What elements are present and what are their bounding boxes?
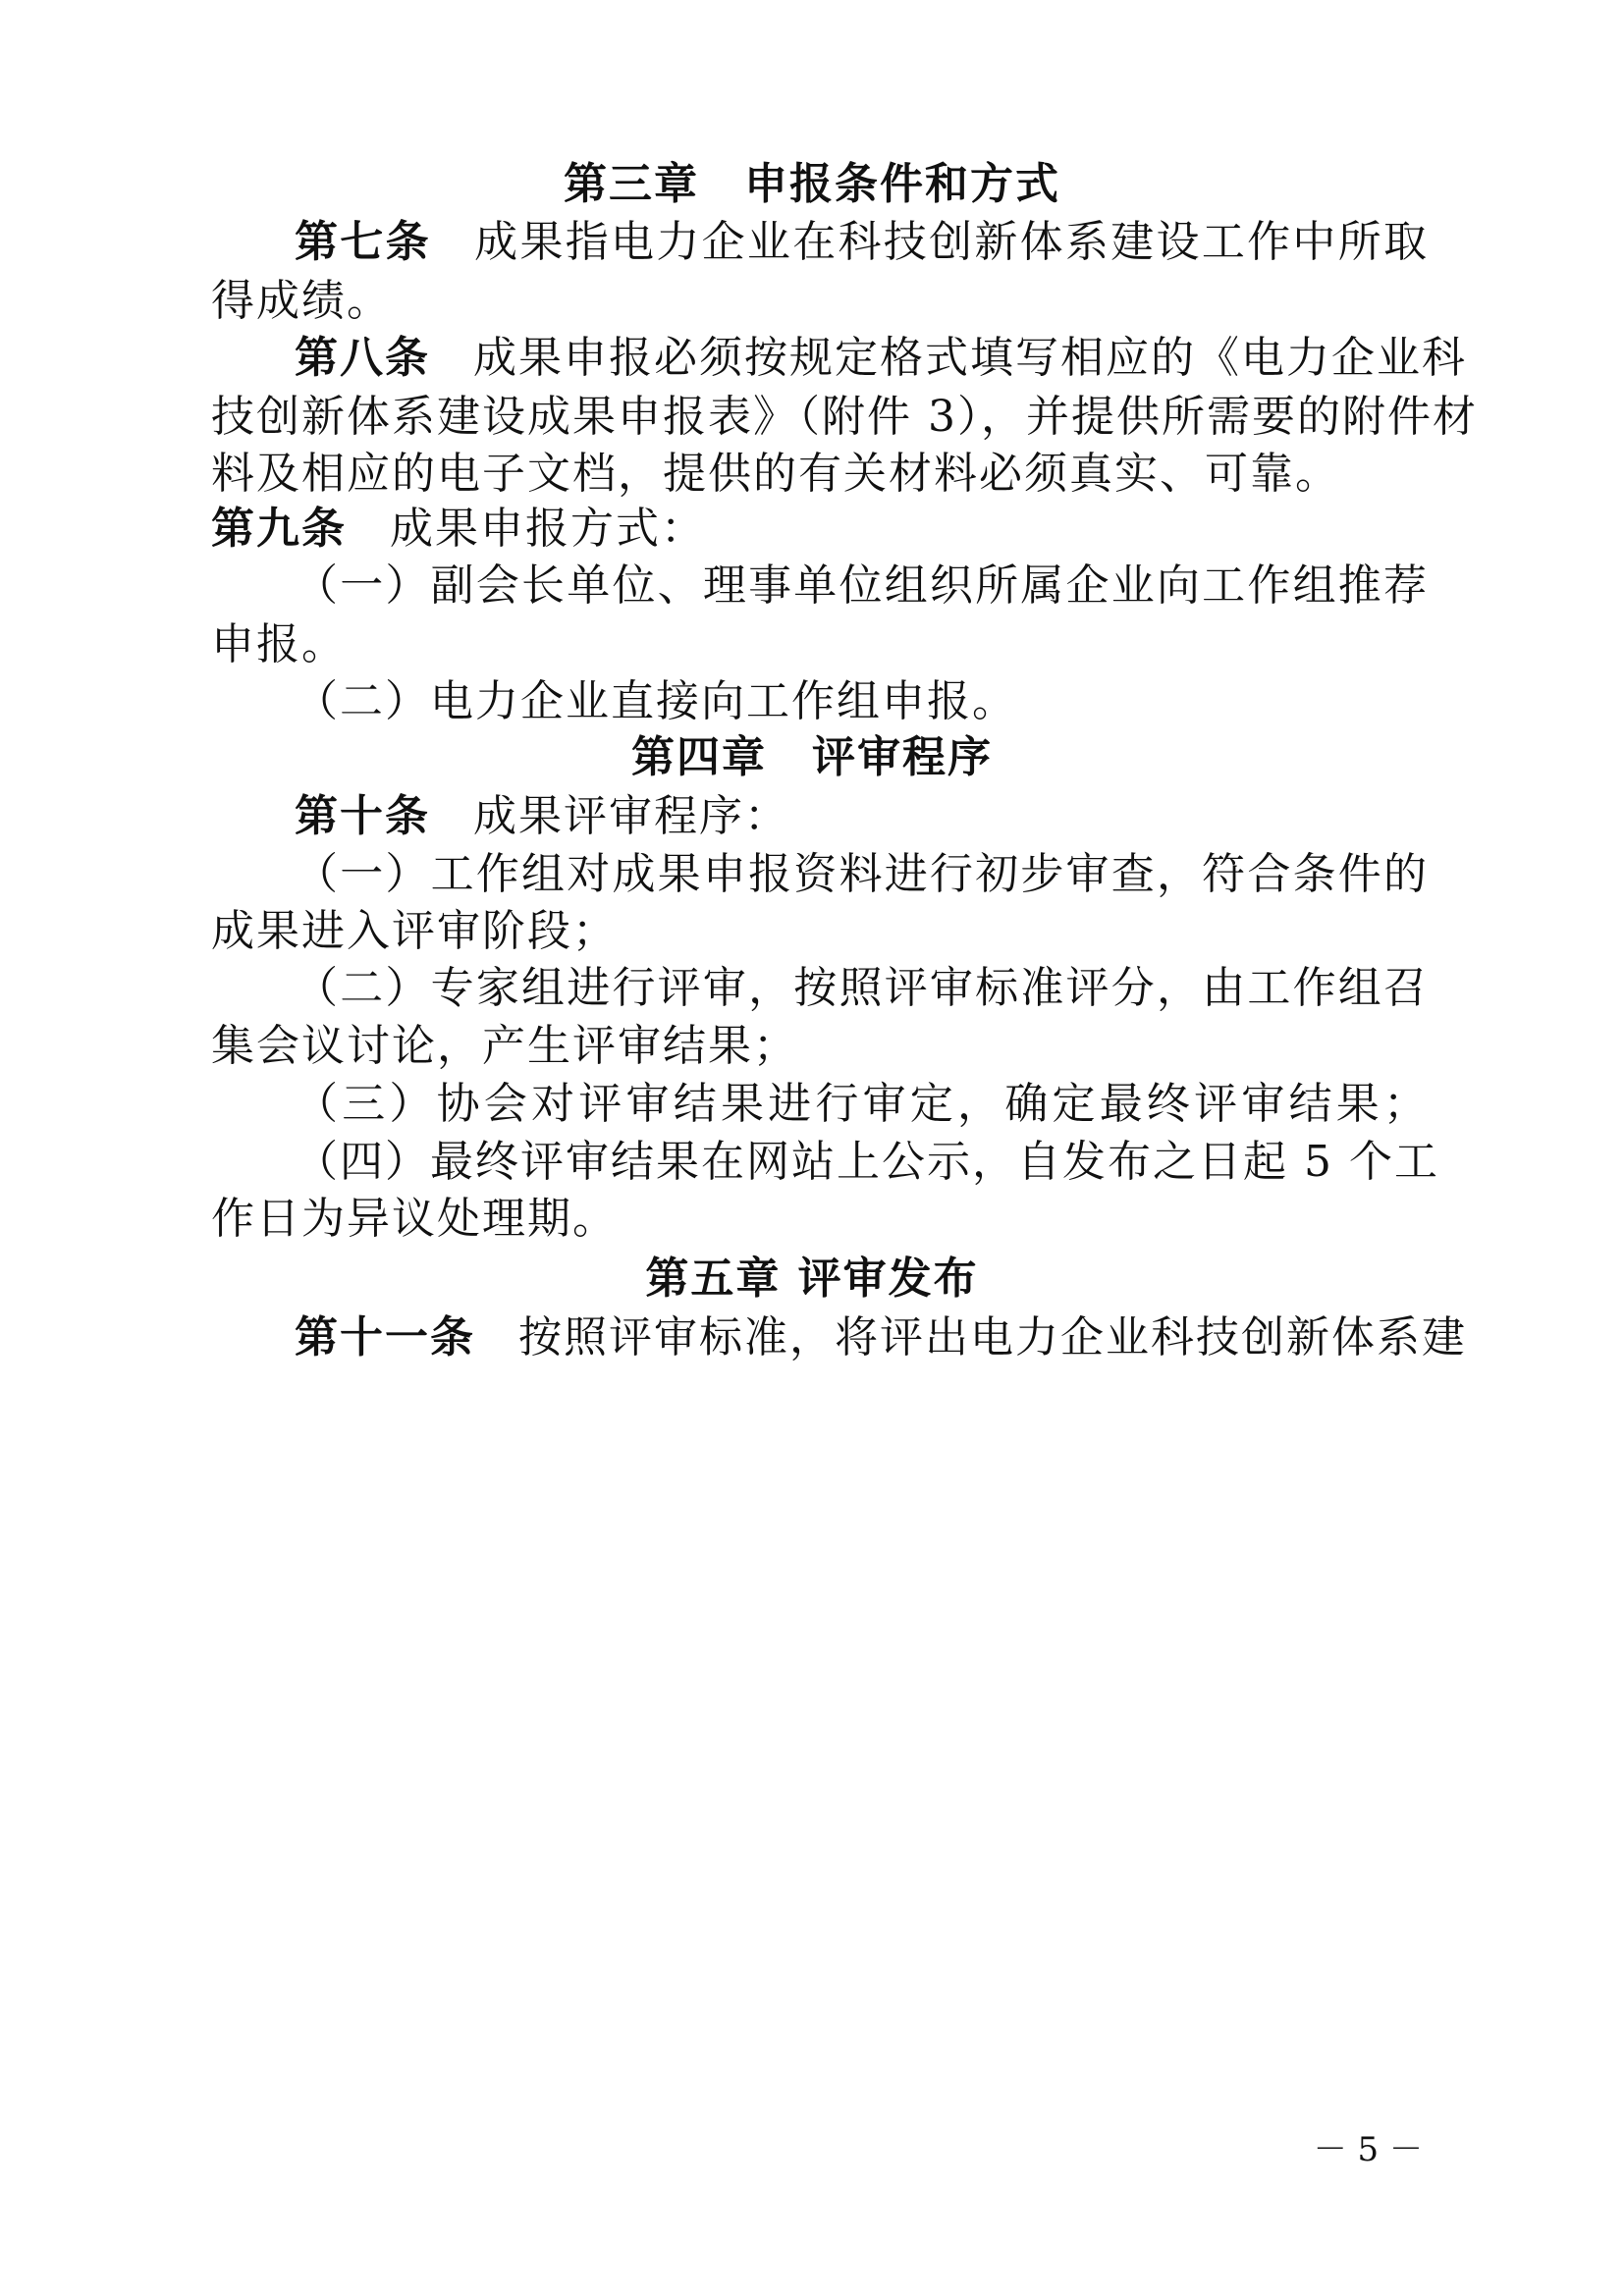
article-9-item-2: （二）电力企业直接向工作组申报。 (295, 676, 1017, 726)
article-10-intro: 成果评审程序： (473, 791, 789, 841)
article-9-label: 第九条 (211, 504, 347, 554)
chapter-4-heading: 第四章 评审程序 (631, 732, 993, 782)
article-10-item-3: （三）协会对评审结果进行审定，确定最终评审结果； (295, 1079, 1429, 1129)
page-number: － 5 － (1313, 2130, 1423, 2169)
article-10-item-2-line-2: 集会议讨论，产生评审结果； (211, 1021, 798, 1071)
chapter-5-heading: 第五章 评审发布 (645, 1254, 979, 1304)
article-8-label: 第八条 (295, 333, 430, 383)
article-7-text-1: 成果指电力企业在科技创新体系建设工作中所取 (473, 217, 1429, 267)
article-11-label: 第十一条 (295, 1312, 475, 1362)
article-9-intro: 成果申报方式： (390, 504, 706, 554)
article-10-item-1-line-1: （一）工作组对成果申报资料进行初步审查，符合条件的 (295, 849, 1429, 899)
article-10-item-2-line-1: （二）专家组进行评审，按照评审标准评分，由工作组召 (295, 963, 1429, 1013)
article-8-text-1: 成果申报必须按规定格式填写相应的《电力企业科 (473, 333, 1467, 383)
article-10-item-1-line-2: 成果进入评审阶段； (211, 906, 618, 956)
article-10-item-4-line-2: 作日为异议处理期。 (211, 1194, 618, 1244)
article-10-item-4-line-1: （四）最终评审结果在网站上公示，自发布之日起 5 个工 (295, 1137, 1439, 1187)
chapter-3-heading: 第三章 申报条件和方式 (564, 159, 1060, 209)
article-9-item-1-line-2: 申报。 (211, 619, 347, 669)
article-7-line-2: 得成绩。 (211, 276, 392, 326)
article-11-line-1 (295, 1294, 1467, 1382)
article-11-text-1: 按照评审标准，将评出电力企业科技创新体系建 (518, 1312, 1467, 1362)
article-8-line-3: 料及相应的电子文档，提供的有关材料必须真实、可靠。 (211, 449, 1340, 499)
article-9-item-1-line-1: （一）副会长单位、理事单位组织所属企业向工作组推荐 (295, 561, 1429, 611)
article-8-line-2: 技创新体系建设成果申报表》（附件 3），并提供所需要的附件材 (211, 392, 1478, 442)
article-10-label: 第十条 (295, 791, 430, 841)
article-7-label: 第七条 (295, 217, 431, 267)
